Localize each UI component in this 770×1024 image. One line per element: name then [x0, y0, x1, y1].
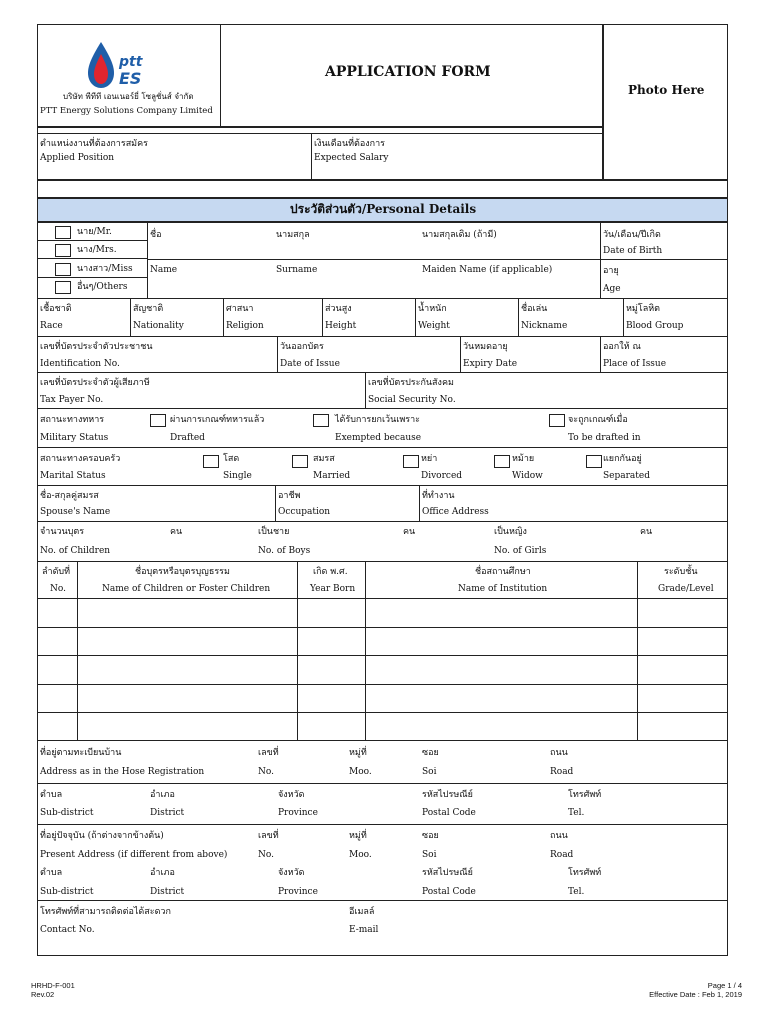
drafted-en: Drafted — [170, 433, 205, 443]
applied-position-en: Applied Position — [40, 153, 115, 163]
nickname-en: Nickname — [521, 321, 568, 331]
checkbox-divorced[interactable] — [403, 455, 419, 468]
reg-road-en: Road — [550, 767, 574, 777]
reg-tel-en: Tel. — [568, 808, 585, 818]
photo-box — [603, 24, 728, 180]
reg-soi-en: Soi — [422, 767, 437, 777]
checkbox-others[interactable] — [55, 281, 71, 294]
present-tel-th: โทรศัพท์ — [568, 868, 602, 878]
height-th: ส่วนสูง — [325, 304, 352, 314]
present-road-th: ถนน — [550, 831, 568, 841]
maiden-en: Maiden Name (if applicable) — [422, 265, 553, 275]
checkbox-married[interactable] — [292, 455, 308, 468]
table-header-no-th: ลำดับที่ — [42, 567, 71, 577]
reg-moo-en: Moo. — [349, 767, 372, 777]
present-no-en: No. — [258, 850, 274, 860]
children-th: จำนวนบุตร — [40, 527, 85, 537]
table-header-school-th: ชื่อสถานศึกษา — [475, 567, 531, 577]
reg-soi-th: ซอย — [422, 748, 439, 758]
present-moo-en: Moo. — [349, 850, 372, 860]
logo-text-ptt: ptt — [119, 54, 143, 70]
weight-en: Weight — [418, 321, 450, 331]
checkbox-mrs[interactable] — [55, 244, 71, 257]
issue-th: วันออกบัตร — [280, 342, 324, 352]
present-district-th: อำเภอ — [150, 868, 175, 878]
checkbox-mr[interactable] — [55, 226, 71, 239]
girls-th: เป็นหญิง — [494, 527, 527, 537]
single-en: Single — [223, 471, 252, 481]
id-en: Identification No. — [40, 359, 120, 369]
present-no-th: เลขที่ — [258, 831, 279, 841]
title-miss-label: นางสาว/Miss — [77, 264, 133, 274]
reg-moo-th: หมู่ที่ — [349, 748, 367, 758]
race-en: Race — [40, 321, 63, 331]
present-sub-en: Sub-district — [40, 887, 94, 897]
married-th: สมรส — [313, 454, 335, 464]
tobe-drafted-th: จะถูกเกณฑ์เมื่อ — [568, 415, 628, 425]
occupation-en: Occupation — [278, 507, 331, 517]
email-th: อีเมลล์ — [349, 907, 375, 917]
age-en: Age — [603, 284, 621, 294]
present-soi-th: ซอย — [422, 831, 439, 841]
expiry-th: วันหมดอายุ — [463, 342, 508, 352]
race-th: เชื้อชาติ — [40, 304, 72, 314]
present-road-en: Road — [550, 850, 574, 860]
nationality-en: Nationality — [133, 321, 184, 331]
girls-unit: คน — [640, 527, 653, 537]
girls-en: No. of Girls — [494, 546, 547, 556]
expected-salary-th: เงินเดือนที่ต้องการ — [314, 139, 386, 149]
place-en: Place of Issue — [603, 359, 667, 369]
tobe-drafted-en: To be drafted in — [568, 433, 641, 443]
separated-th: แยกกันอยู่ — [603, 454, 642, 464]
reg-district-th: อำเภอ — [150, 790, 175, 800]
table-header-no-en: No. — [50, 584, 66, 594]
present-sub-th: ตำบล — [40, 868, 63, 878]
table-header-year-en: Year Born — [310, 584, 356, 594]
photo-label: Photo Here — [628, 83, 705, 97]
table-row — [37, 712, 728, 713]
ssn-th: เลขที่บัตรประกันสังคม — [368, 378, 454, 388]
place-th: ออกให้ ณ — [603, 342, 641, 352]
blood-th: หมู่โลหิต — [626, 304, 660, 314]
personal-section-title: ประวัติส่วนตัว/Personal Details — [290, 202, 477, 216]
contact-th: โทรศัพท์ที่สามารถติดต่อได้สะดวก — [40, 907, 171, 917]
age-th: อายุ — [603, 266, 619, 276]
checkbox-widow[interactable] — [494, 455, 510, 468]
reg-address-en: Address as in the Hose Registration — [40, 767, 205, 777]
present-tel-en: Tel. — [568, 887, 585, 897]
name-th: ชื่อ — [150, 230, 162, 240]
children-unit: คน — [170, 527, 183, 537]
logo-text-es: ES — [119, 69, 142, 88]
reg-road-th: ถนน — [550, 748, 568, 758]
separated-en: Separated — [603, 471, 650, 481]
reg-no-en: No. — [258, 767, 274, 777]
military-th: สถานะทางทหาร — [40, 415, 105, 425]
table-header-year-th: เกิด พ.ศ. — [313, 567, 348, 577]
single-th: โสด — [223, 454, 240, 464]
reg-sub-en: Sub-district — [40, 808, 94, 818]
checkbox-tobe-drafted[interactable] — [549, 414, 565, 427]
drafted-th: ผ่านการเกณฑ์ทหารแล้ว — [170, 415, 265, 425]
form-title: APPLICATION FORM — [325, 64, 491, 80]
dob-en: Date of Birth — [603, 246, 663, 256]
maiden-th: นามสกุลเดิม (ถ้ามี) — [422, 230, 497, 240]
marital-en: Marital Status — [40, 471, 106, 481]
reg-tel-th: โทรศัพท์ — [568, 790, 602, 800]
table-row — [37, 655, 728, 656]
divorced-en: Divorced — [421, 471, 463, 481]
tax-th: เลขที่บัตรประจำตัวผู้เสียภาษี — [40, 378, 150, 388]
present-district-en: District — [150, 887, 185, 897]
present-postal-th: รหัสไปรษณีย์ — [422, 868, 473, 878]
religion-en: Religion — [226, 321, 264, 331]
present-province-th: จังหวัด — [278, 868, 305, 878]
widow-en: Widow — [512, 471, 543, 481]
page-number: Page 1 / 4 — [707, 981, 742, 990]
doc-code: HRHD-F-001 — [31, 981, 75, 990]
checkbox-separated[interactable] — [586, 455, 602, 468]
office-th: ที่ทำงาน — [422, 491, 455, 501]
applied-position-th: ตำแหน่งงานที่ต้องการสมัคร — [40, 139, 148, 149]
height-en: Height — [325, 321, 357, 331]
ptt-logo — [85, 40, 165, 90]
weight-th: น้ำหนัก — [418, 304, 447, 314]
widow-th: หม้าย — [512, 454, 535, 464]
checkbox-exempted[interactable] — [313, 414, 329, 427]
ssn-en: Social Security No. — [368, 395, 456, 405]
table-header-grade-th: ระดับชั้น — [664, 567, 698, 577]
email-en: E-mail — [349, 925, 379, 935]
company-en: PTT Energy Solutions Company Limited — [40, 106, 213, 116]
reg-province-en: Province — [278, 808, 318, 818]
reg-postal-th: รหัสไปรษณีย์ — [422, 790, 473, 800]
religion-th: ศาสนา — [226, 304, 254, 314]
reg-sub-th: ตำบล — [40, 790, 63, 800]
reg-no-th: เลขที่ — [258, 748, 279, 758]
surname-en: Surname — [276, 265, 318, 275]
table-header-grade-en: Grade/Level — [658, 584, 714, 594]
doc-rev: Rev.02 — [31, 990, 55, 999]
table-header-name-th: ชื่อบุตรหรือบุตรบุญธรรม — [135, 567, 230, 577]
present-province-en: Province — [278, 887, 318, 897]
present-postal-en: Postal Code — [422, 887, 476, 897]
present-address-th: ที่อยู่ปัจจุบัน (ถ้าต่างจากข้างต้น) — [40, 831, 164, 841]
present-address-en: Present Address (if different from above) — [40, 850, 228, 860]
married-en: Married — [313, 471, 351, 481]
title-others-label: อื่นๆ/Others — [77, 282, 128, 292]
marital-th: สถานะทางครอบครัว — [40, 454, 121, 464]
nickname-th: ชื่อเล่น — [521, 304, 548, 314]
surname-th: นามสกุล — [276, 230, 310, 240]
id-th: เลขที่บัตรประจำตัวประชาชน — [40, 342, 153, 352]
expected-salary-en: Expected Salary — [314, 153, 389, 163]
exempted-en: Exempted because — [335, 433, 422, 443]
table-header-school-en: Name of Institution — [458, 584, 548, 594]
reg-province-th: จังหวัด — [278, 790, 305, 800]
table-row — [37, 684, 728, 685]
office-en: Office Address — [422, 507, 489, 517]
present-soi-en: Soi — [422, 850, 437, 860]
military-en: Military Status — [40, 433, 109, 443]
spouse-th: ชื่อ-สกุลคู่สมรส — [40, 491, 99, 501]
boys-th: เป็นชาย — [258, 527, 290, 537]
nationality-th: สัญชาติ — [133, 304, 164, 314]
table-header-name-en: Name of Children or Foster Children — [102, 584, 271, 594]
contact-en: Contact No. — [40, 925, 95, 935]
reg-district-en: District — [150, 808, 185, 818]
checkbox-single[interactable] — [203, 455, 219, 468]
title-mr-label: นาย/Mr. — [77, 227, 112, 237]
divorced-th: หย่า — [421, 454, 438, 464]
name-en: Name — [150, 265, 178, 275]
checkbox-drafted[interactable] — [150, 414, 166, 427]
present-moo-th: หมู่ที่ — [349, 831, 367, 841]
company-thai: บริษัท พีทีที เอนเนอร์ยี่ โซลูชั่นส์ จำกัด — [63, 92, 194, 101]
blood-en: Blood Group — [626, 321, 684, 331]
effective-date: Effective Date : Feb 1, 2019 — [649, 990, 742, 999]
occupation-th: อาชีพ — [278, 491, 301, 501]
blank-row — [37, 180, 728, 198]
checkbox-miss[interactable] — [55, 263, 71, 276]
table-row — [37, 627, 728, 628]
spouse-en: Spouse's Name — [40, 507, 111, 517]
tax-en: Tax Payer No. — [40, 395, 104, 405]
issue-en: Date of Issue — [280, 359, 340, 369]
reg-address-th: ที่อยู่ตามทะเบียนบ้าน — [40, 748, 122, 758]
boys-en: No. of Boys — [258, 546, 311, 556]
children-en: No. of Children — [40, 546, 111, 556]
reg-postal-en: Postal Code — [422, 808, 476, 818]
title-mrs-label: นาง/Mrs. — [77, 245, 117, 255]
exempted-th: ได้รับการยกเว้นเพราะ — [335, 415, 420, 425]
boys-unit: คน — [403, 527, 416, 537]
expiry-en: Expiry Date — [463, 359, 518, 369]
dob-th: วัน/เดือน/ปีเกิด — [603, 230, 661, 240]
